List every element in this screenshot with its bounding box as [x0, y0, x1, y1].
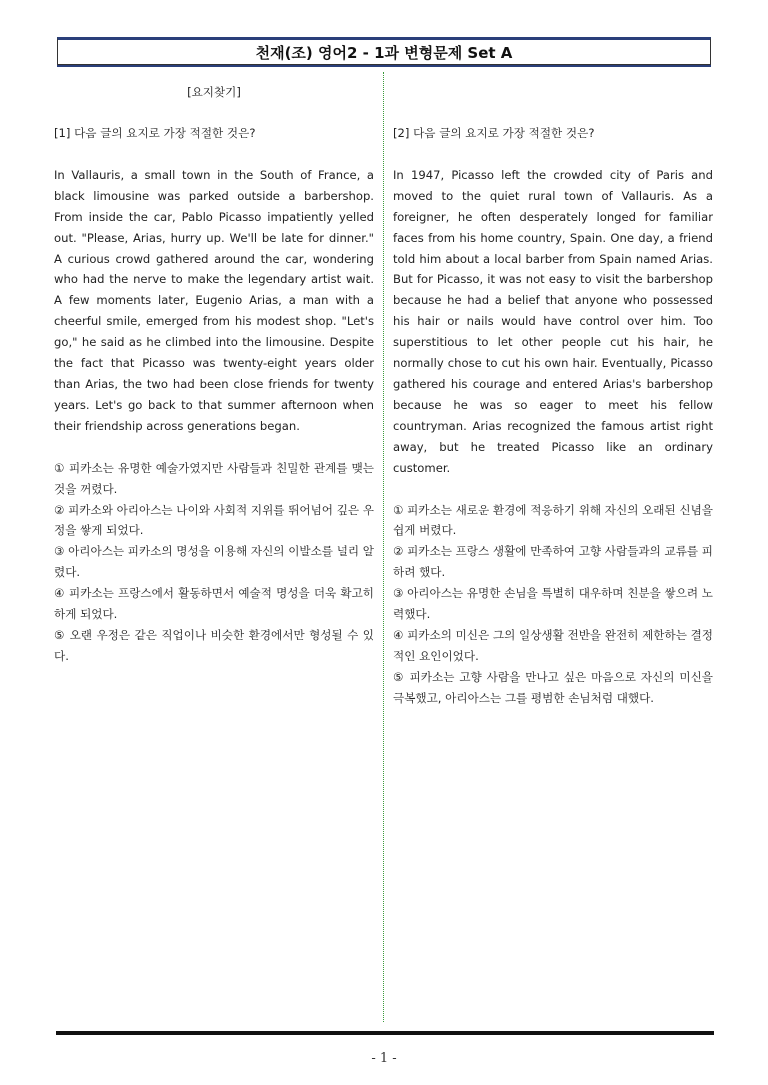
question-2-option-3[interactable]: ③ 아리아스는 유명한 손님을 특별히 대우하며 친분을 쌓으려 노력했다.	[393, 586, 713, 622]
question-2-option-5[interactable]: ⑤ 피카소는 고향 사람을 만나고 싶은 마음으로 자신의 미신을 극복했고, 아리아스는 그를 평범한 손님처럼 대했다.	[393, 669, 713, 705]
question-1-option-5[interactable]: ⑤ 오랜 우정은 같은 직업이나 비슷한 환경에서만 형성될 수 있다.	[54, 627, 374, 663]
section-label: [요지찾기]	[187, 85, 241, 99]
question-1-option-2[interactable]: ② 피카소와 아리아스는 나이와 사회적 지위를 뛰어넘어 깊은 우정을 쌓게 되었다.	[54, 502, 374, 538]
footer-rule	[56, 1031, 714, 1035]
question-1-option-4[interactable]: ④ 피카소는 프랑스에서 활동하면서 예술적 명성을 더욱 확고히 하게 되었다.	[54, 586, 374, 622]
question-1-option-1[interactable]: ① 피카소는 유명한 예술가였지만 사람들과 친밀한 관계를 맺는 것을 꺼렸다.	[54, 460, 374, 496]
page-number: - 1 -	[371, 1051, 397, 1066]
question-1-prompt: [1] 다음 글의 요지로 가장 적절한 것은?	[54, 126, 256, 140]
column-divider	[383, 72, 384, 1022]
question-2-options	[393, 500, 713, 709]
document-title: 천재(조) 영어2 - 1과 변형문제 Set A	[57, 37, 711, 65]
question-2-option-4[interactable]: ④ 피카소의 미신은 그의 일상생활 전반을 완전히 제한하는 결정적인 요인이었다.	[393, 627, 713, 663]
question-2-option-1[interactable]: ① 피카소는 새로운 환경에 적응하기 위해 자신의 오래된 신념을 쉽게 버렸다.	[393, 502, 713, 538]
question-1-passage: In Vallauris, a small town in the South of France, a black limousine was parked outside a barbershop. From inside the car, Pablo Picasso impatiently yelled out. "Please, Arias, hurry up. We'll be late for dinner." A curious crowd gathered around the car, wondering who had the nerve to make the legendary artist wait. A few moments later, Eugenio Arias, a man with a cheerful smile, emerged from his modest shop. "Let's go," he said as he climbed into the limousine. Despite the fact that Picasso was twenty-eight years older than Arias, the two had been close friends for twenty years. Let's go back to that summer afternoon when their friendship across generations began.	[54, 167, 374, 433]
question-2-prompt: [2] 다음 글의 요지로 가장 적절한 것은?	[393, 126, 595, 140]
question-2-option-2[interactable]: ② 피카소는 프랑스 생활에 만족하여 고향 사람들과의 교류를 피하려 했다.	[393, 544, 713, 580]
question-1-option-3[interactable]: ③ 아리아스는 피카소의 명성을 이용해 자신의 이발소를 널리 알렸다.	[54, 544, 374, 580]
left-column	[54, 82, 374, 667]
question-2-passage: In 1947, Picasso left the crowded city of Paris and moved to the quiet rural town of Vallauris. As a foreigner, he often desperately longed for familiar faces from his home country, Spain. One day, a friend told him about a local barber from Spain named Arias. But for Picasso, it was not easy to visit the barbershop because he had a belief that anyone who possessed his hair or nails would have control over him. Too superstitious to let other people cut his hair, he normally chose to cut his own hair. Eventually, Picasso gathered his courage and entered Arias's barbershop because he was so eager to meet his fellow countryman. Arias recognized the famous artist right away, but he treated Picasso like an ordinary customer.	[393, 167, 713, 475]
question-1-options	[54, 458, 374, 667]
right-column	[393, 82, 713, 709]
